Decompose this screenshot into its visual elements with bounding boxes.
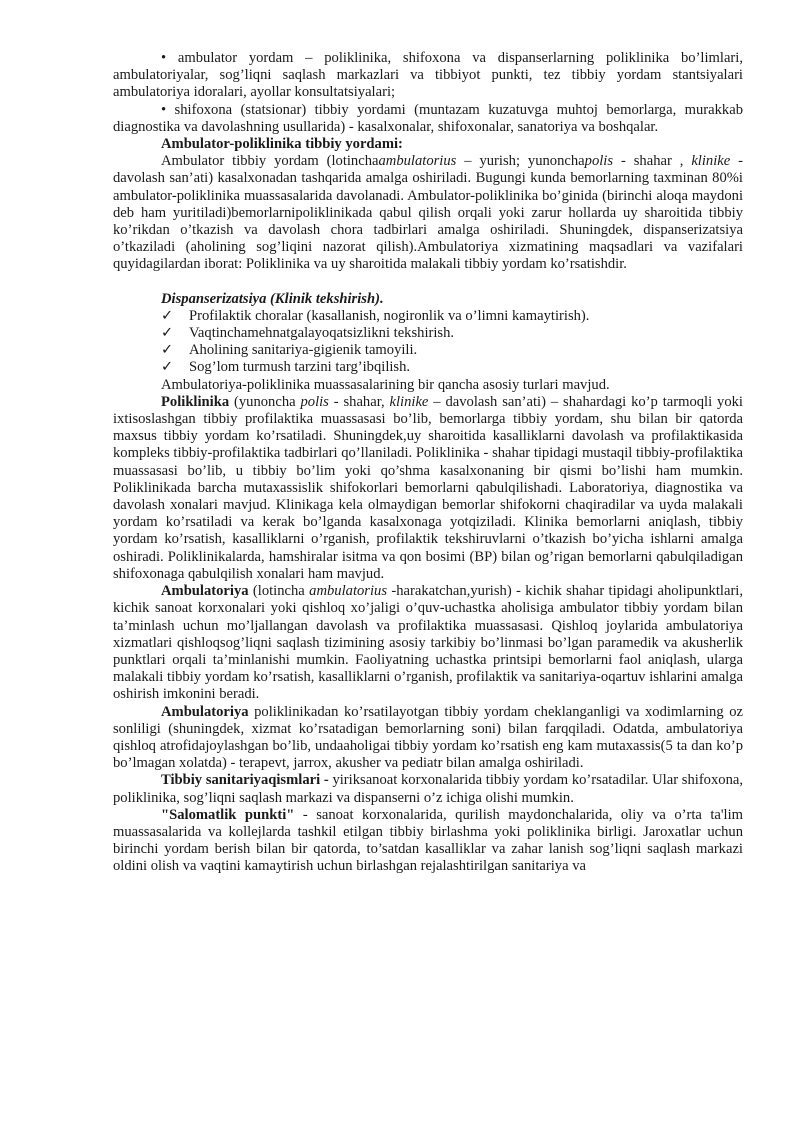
checklist-item: ✓ Profilaktik choralar (kasallanish, nogironlik va o’limni kamaytirish).: [161, 307, 590, 324]
checklist-item: ✓ Aholining sanitariya-gigienik tamoyili.: [161, 342, 418, 359]
ambulator-section-paragraph: Ambulator tibbiy yordam (lotinchaambulatorius – yurish; yunonchapolis - shahar , klinike - davolash san’ati) kasalxonadan tashqarida amalga oshiriladi. Bugungi kunda bemorlarning taxminan 80%i ambulator-poliklinika muassasalarida davolanadi. Ambulator-poliklinika bo’ginida (birinchi aloqa maydoni deb ham yuritiladi)bemorlarnipoliklinikada qabul qilish orqali yoki zarur hollarda uy sharoitida tibbiy ko’rikdan o’tkazish va davolash chora tadbirlari amalga oshiriladi. Shuningdek, dispanserizatsiya o’tkaziladi (aholining sog’liqini nazorat qilish).Ambulatoriya xizmatining maqsadlari va vazifalari quyidagilardan iborat: Poliklinika va uy sharoitida malakali tibbiy yordam ko’rsatishdir.: [113, 153, 743, 273]
bullet-inpatient-care: • shifoxona (statsionar) tibbiy yordami (muntazam kuzatuvga muhtoj bemorlarga, murakkab diagnostika va davolashning usullarida) - kasalxonalar, shifoxonalar, sanatoriya va boshqalar.: [113, 102, 743, 136]
bullet-ambulator-care: • ambulator yordam – poliklinika, shifoxona va dispanserlarning poliklinika bo’limlari, ambulatoriyalar, sog’liqni saqlash markazlari va tibbiyot punkti, tez tibbiy yordam stantsiyalari ambulatoriya idoralari, ayollar konsultatsiyalari;: [113, 50, 743, 102]
ambulatoriya-paragraph-1: Ambulatoriya (lotincha ambulatorius -harakatchan,yurish) - kichik shahar tipidagi aholipunktlari, kichik sanoat korxonalari yoki qishloq xo’jaligi o’quv-uchastka aholisiga ambulator tibbiy yordam bilan ta’minlash uchun mo’ljallangan davolash va profilaktika muassasasi. Qishloq joylarida ambulatoriya xizmatlari qishloqsog’liqni saqlash tizimining asosiy tarkibiy bo’linmasi bo’lgan paramedik va akusherlik punktlari orqali ta’minlanishi mumkin. Faoliyatning uchastka printsipi bemorlarni faol aniqlash, ularga malakali tibbiy yordam ko’rsatish, kasalliklarni o’rganish, profilaktik va sanitariya-oqartuv ishlarini amalga oshirish imkonini beradi.: [113, 583, 744, 703]
checklist-item: ✓ Sog’lom turmush tarzini targ’ibqilish.: [161, 359, 411, 376]
check-icon: ✓: [161, 307, 174, 324]
dispanser-checklist: [113, 308, 743, 377]
check-icon: ✓: [161, 342, 174, 359]
ambulatoriya-paragraph-2: Ambulatoriya poliklinikadan ko’rsatilayotgan tibbiy yordam cheklanganligi va xodimlarning oz sonliligi (shuningdek, xizmat ko’rsatadigan bemorlarning soni) bilan farqqiladi. Odatda, ambulatoriya qishloq atrofidajoylashgan bo’lib, undaaholigai tibbiy yordam ko’rsatish eng kam mutaxassis(5 ta dan ko’p bo’lmagan xolatda) - terapevt, jarrox, akusher va pediatr bilan amalga oshiriladi.: [113, 703, 743, 772]
checklist-item: ✓ Vaqtinchamehnatgalayoqatsizlikni tekshirish.: [161, 325, 455, 342]
ambulator-section-heading: Ambulator-poliklinika tibbiy yordami:: [161, 136, 403, 153]
check-icon: ✓: [161, 359, 174, 376]
check-icon: ✓: [161, 325, 174, 342]
dispanser-after-text: Ambulatoriya-poliklinika muassasalarining bir qancha asosiy turlari mavjud.: [161, 376, 610, 393]
paragraph-gap: [113, 274, 743, 291]
salomatlik-paragraph: "Salomatlik punkti" - sanoat korxonalarida, qurilish maydonchalarida, oliy va o’rta ta'lim muassasalarida va kollejlarda tashkil etilgan tibbiy birlashma yoki poliklinika birligi. Jaroxatlar uchun birinchi yordam berish bilan bir qatorda, to’satdan kasalliklar va zahar lanish sog’liqni saqlash markazi oldini olish va vaqtini kamaytirish uchun birlashgan rejalashtirilgan sanitariya va: [113, 806, 743, 875]
poliklinika-paragraph: Poliklinika (yunoncha polis - shahar, klinike – davolash san’ati) – shahardagi ko’p tarmoqli yoki ixtisoslashgan tibbiy profilaktika muassasasi bo’lib, bemorlarga tibbiy yordam, shu bilan bir qatorda maxsus tibbiy yordam ko’rsatiladi. Shuningdek,uy sharoitida kasalliklarni davolash va profilaktikasida kompleks tibbiy-profilaktika tadbirlari qo’llaniladi. Poliklinika - shahar tipidagi mustaqil tibbiy-profilaktika muassasasi bo’lib, u tibbiy bo’lim yoki qo’shma kasalxonaning bir qismi bo’lishi ham mumkin. Poliklinikada barcha mutaxassislik shifokorlari bemorlarni qabulqilishadi. Laboratoriya, diagnostika va davolash xonalari mavjud. Klinikaga kela olmaydigan bemorlar shifokorni chaqiradilar va uyda malakali yordam ko’rsatiladi va kerak bo’lganda kasalxonaga yotqiziladi. Klinika bemorlarni aniqlash, tibbiy yordam ko’rsatish, kasalliklarni o’rganish, profilaktik tekshiruvlarni o’tkazish bo’yicha ishlarni amalga oshiradi. Poliklinikalarda, hamshiralar isitma va qon bosimi (BP) bilan og’rigan bemorlarni qabulqiladigan shifoxonaga qabulqilish xonalari ham mavjud.: [113, 393, 743, 582]
sanitariya-paragraph: Tibbiy sanitariyaqismlari - yiriksanoat korxonalarida tibbiy yordam ko’rsatadilar. Ular shifoxona, poliklinika, sog’liqni saqlash markazi va dispanserni o’z ichiga olishi mumkin.: [113, 772, 743, 806]
dispanser-heading: Dispanserizatsiya (Klinik tekshirish).: [161, 290, 384, 307]
